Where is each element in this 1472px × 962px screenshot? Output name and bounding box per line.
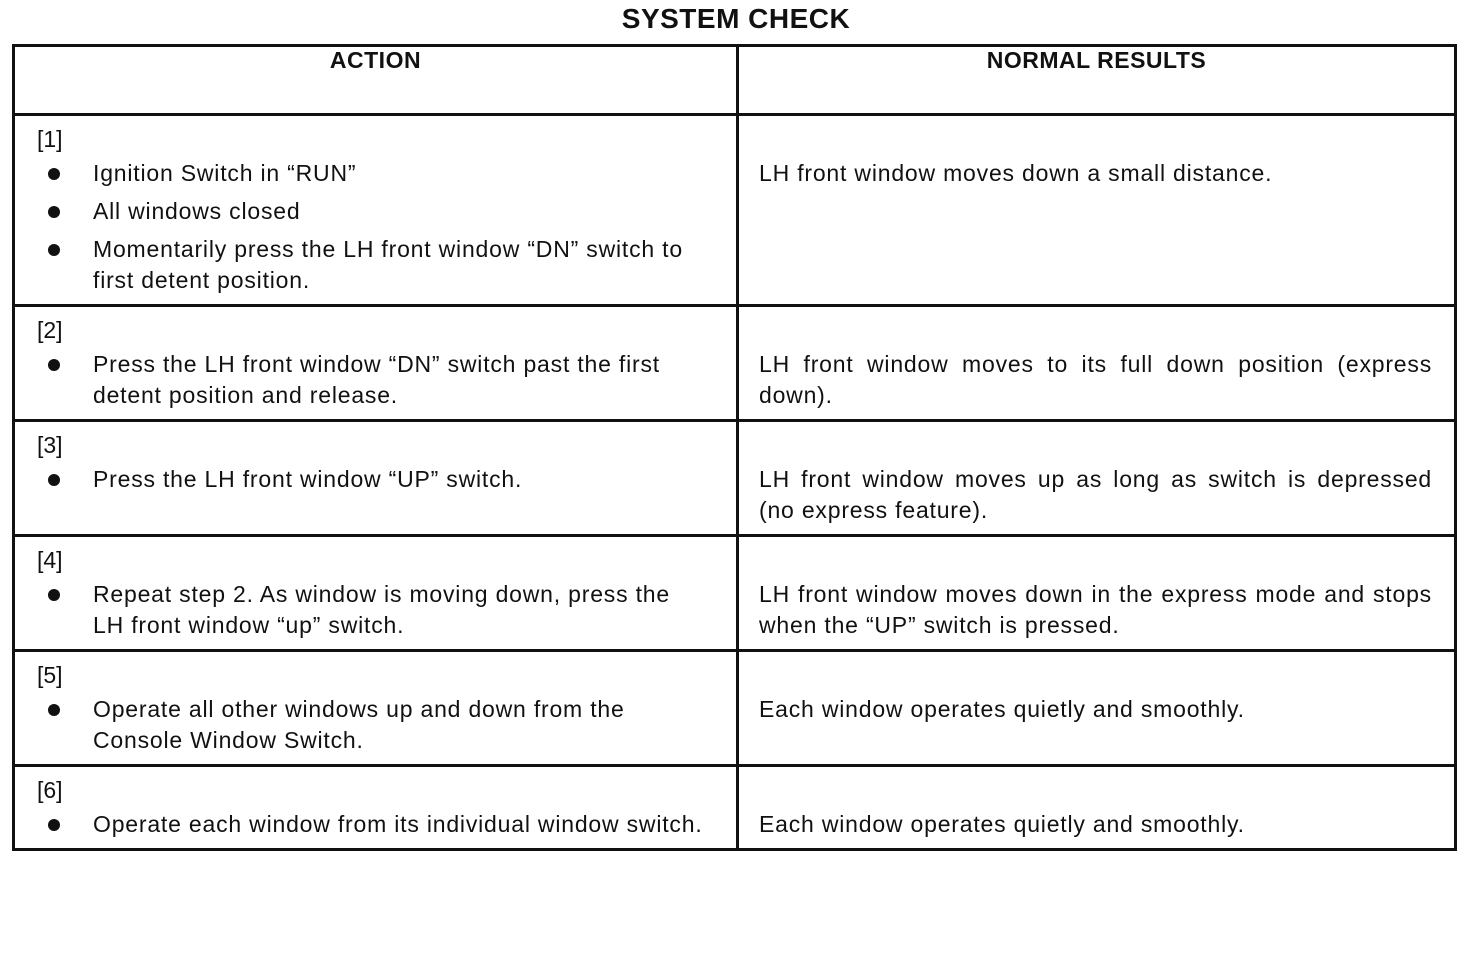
result-cell	[738, 766, 1456, 850]
action-cell	[14, 115, 738, 306]
action-text: Press the LH front window “UP” switch.	[93, 466, 523, 492]
list-item	[15, 196, 708, 227]
table-row	[14, 651, 1456, 766]
action-list	[15, 464, 736, 503]
bullet-icon	[48, 206, 60, 218]
action-text: Ignition Switch in “RUN”	[93, 160, 357, 186]
action-cell	[14, 421, 738, 536]
action-text: Operate each window from its individual window switch.	[93, 811, 703, 837]
result-text: LH front window moves down a small distance.	[759, 160, 1273, 186]
bullet-icon	[48, 359, 60, 371]
action-cell	[14, 536, 738, 651]
list-item	[15, 349, 708, 411]
result-text: LH front window moves down in the express mode and stops when the “UP” switch is pressed.	[759, 581, 1432, 638]
action-text: Press the LH front window “DN” switch past the first detent position and release.	[93, 351, 660, 408]
bullet-icon	[48, 168, 60, 180]
step-number: [4]	[37, 547, 63, 573]
result-text: Each window operates quietly and smoothly.	[759, 811, 1245, 837]
action-text: Operate all other windows up and down from the Console Window Switch.	[93, 696, 625, 753]
bullet-icon	[48, 819, 60, 831]
action-column-header: ACTION	[14, 46, 738, 115]
action-text: All windows closed	[93, 198, 301, 224]
step-number: [1]	[37, 126, 63, 152]
result-text: Each window operates quietly and smoothly.	[759, 696, 1245, 722]
table-row	[14, 421, 1456, 536]
bullet-icon	[48, 244, 60, 256]
list-item	[15, 234, 708, 296]
list-item	[15, 158, 708, 189]
result-text: LH front window moves to its full down position (express down).	[759, 351, 1432, 408]
action-list	[15, 809, 736, 848]
list-item	[15, 464, 708, 495]
list-item	[15, 579, 708, 641]
action-text: Momentarily press the LH front window “DN” switch to first detent position.	[93, 236, 683, 293]
list-item	[15, 809, 708, 840]
result-cell	[738, 421, 1456, 536]
action-text: Repeat step 2. As window is moving down, press the LH front window “up” switch.	[93, 581, 670, 638]
action-cell	[14, 651, 738, 766]
normal-results-column-header: NORMAL RESULTS	[738, 46, 1456, 115]
table-header-row	[14, 46, 1456, 115]
page-title: SYSTEM CHECK	[621, 3, 851, 34]
list-item	[15, 694, 708, 756]
action-cell	[14, 766, 738, 850]
table-row	[14, 536, 1456, 651]
result-cell	[738, 651, 1456, 766]
bullet-icon	[48, 704, 60, 716]
result-text: LH front window moves up as long as switch is depressed (no express feature).	[759, 466, 1432, 523]
step-number: [6]	[37, 777, 63, 803]
step-number: [5]	[37, 662, 63, 688]
step-number: [2]	[37, 317, 63, 343]
action-cell	[14, 306, 738, 421]
bullet-icon	[48, 589, 60, 601]
system-check-table	[12, 44, 1457, 851]
result-cell	[738, 306, 1456, 421]
step-number: [3]	[37, 432, 63, 458]
result-cell	[738, 115, 1456, 306]
action-list	[15, 158, 736, 304]
action-list	[15, 349, 736, 419]
table-row	[14, 766, 1456, 850]
table-row	[14, 115, 1456, 306]
bullet-icon	[48, 474, 60, 486]
table-row	[14, 306, 1456, 421]
action-list	[15, 694, 736, 764]
action-list	[15, 579, 736, 649]
result-cell	[738, 536, 1456, 651]
